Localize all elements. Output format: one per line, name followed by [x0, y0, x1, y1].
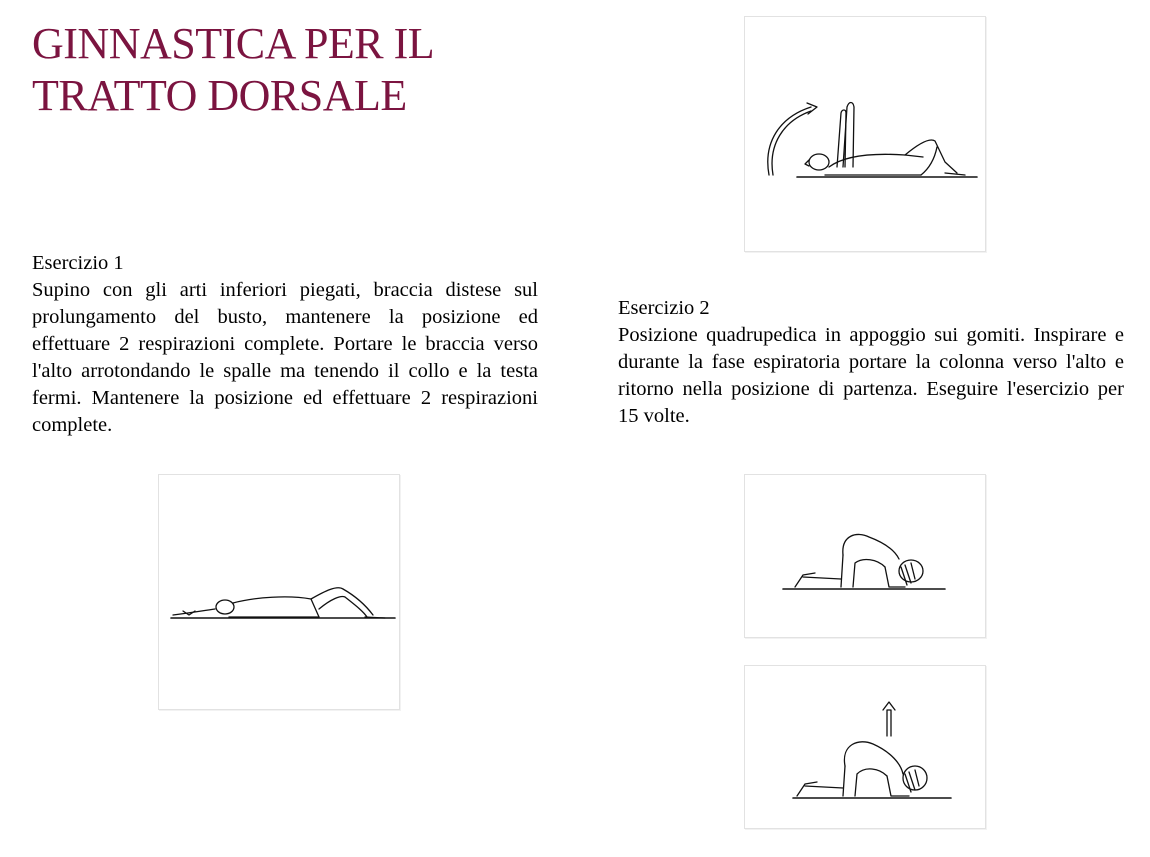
supine-arms-raised-illustration [745, 17, 985, 251]
leg-inner [319, 597, 367, 618]
leg-lower [921, 147, 937, 175]
hair [905, 770, 919, 792]
exercise-1-arms-extended-image [158, 474, 400, 710]
curved-arrow-icon-inner [772, 111, 811, 175]
page-title-line-2: TRATTO DORSALE [32, 71, 407, 120]
exercise-2-arched-position-image [744, 665, 986, 829]
page-title-line-1: GINNASTICA PER IL [32, 19, 435, 68]
up-arrow-icon [883, 702, 895, 736]
foot [795, 573, 815, 587]
foot [797, 782, 817, 796]
leg-lower [805, 786, 843, 788]
leg-lower [343, 589, 373, 615]
leg-lower [803, 577, 841, 579]
foot [945, 173, 965, 175]
curved-arrow-icon [768, 107, 811, 175]
face [805, 160, 809, 166]
exercise-1-section [32, 250, 538, 439]
quadruped-elbows-illustration [745, 475, 985, 637]
page-title [32, 18, 552, 122]
quadruped-back-arched-illustration [745, 666, 985, 828]
thigh [841, 555, 843, 587]
thigh [843, 766, 845, 796]
belly [855, 769, 887, 796]
exercise-2-start-position-image [744, 474, 986, 638]
exercise-1-description: Supino con gli arti inferiori piegati, braccia distese sul prolungamento del busto, mantenere la posizione ed effettuare 2 respirazioni complete. Portare le braccia verso l'alto arrotondando le spalle ma tenendo il collo e la testa fermi. Mantenere la posizione ed effettuare 2 respirazioni complete. [32, 279, 538, 436]
exercise-1-heading: Esercizio 1 [32, 252, 124, 274]
belly [853, 560, 885, 587]
exercise-1-arms-raised-image [744, 16, 986, 252]
back [843, 534, 899, 559]
head [216, 600, 234, 614]
head [809, 154, 829, 170]
torso [233, 597, 319, 617]
exercise-2-heading: Esercizio 2 [618, 297, 710, 319]
exercise-2-description: Posizione quadrupedica in appoggio sui gomiti. Inspirare e durante la fase espiratoria portare la colonna verso l'alto e ritorno nella posizione di partenza. Eseguire l'esercizio per 15 volte. [618, 324, 1124, 427]
supine-arms-extended-illustration [159, 475, 399, 709]
exercise-2-section [618, 295, 1124, 430]
